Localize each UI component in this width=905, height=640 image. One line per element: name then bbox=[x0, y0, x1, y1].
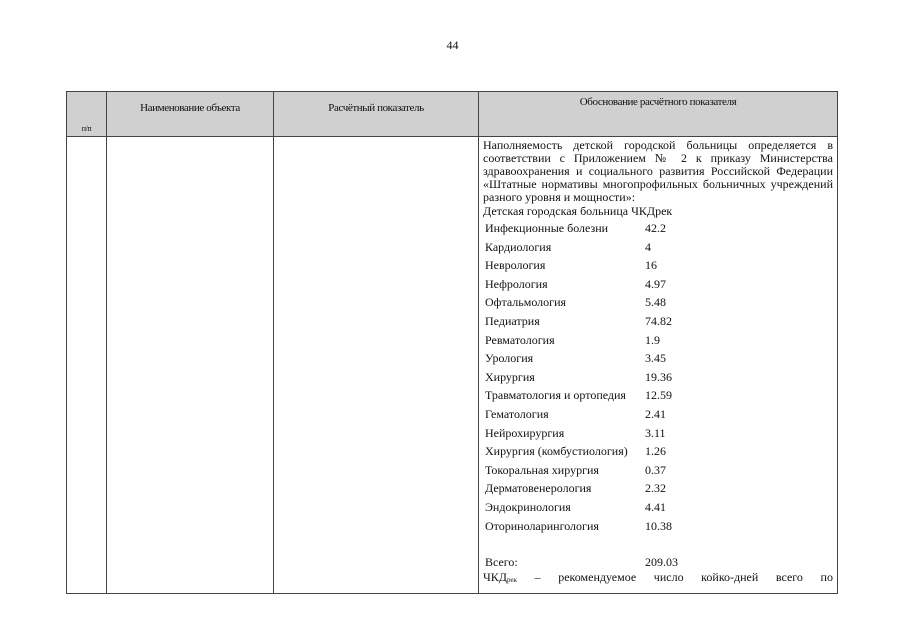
cell-basis bbox=[479, 137, 838, 594]
specialty-value: 4 bbox=[645, 239, 651, 254]
specialty-row bbox=[483, 405, 833, 424]
legend-word: – bbox=[534, 570, 541, 585]
table-header-row bbox=[67, 92, 838, 137]
specialty-row bbox=[483, 424, 833, 443]
cell-object-name bbox=[107, 137, 274, 594]
legend-word: число bbox=[653, 570, 684, 585]
hospital-line bbox=[483, 205, 833, 218]
header-indicator: Расчётный показатель bbox=[274, 92, 479, 137]
specialty-name: Эндокринология bbox=[485, 499, 571, 514]
specialty-value: 74.82 bbox=[645, 313, 672, 328]
basis-intro: Наполняемость детской городской больницы определяется в соответствии с Приложением № 2 к приказу Министерства здравоохранения и социального развития Российской Федерации «Штатные нормативы многопрофильных больничных учреждений разного уровня и мощности»: bbox=[483, 138, 833, 204]
legend-line bbox=[483, 571, 833, 584]
specialty-row bbox=[483, 275, 833, 294]
specialty-row bbox=[483, 517, 833, 536]
specialty-row bbox=[483, 461, 833, 480]
total-label: Всего: bbox=[485, 555, 518, 570]
legend-word: рекомендуемое bbox=[558, 570, 637, 585]
specialty-row bbox=[483, 331, 833, 350]
specialty-name: Офтальмология bbox=[485, 295, 567, 310]
specialty-name: Инфекционные болезни bbox=[485, 221, 609, 235]
specialty-value: 16 bbox=[645, 258, 657, 273]
specialty-name: Педиатрия bbox=[485, 313, 540, 328]
column-label: ЧКДрек bbox=[631, 204, 673, 218]
specialty-row bbox=[483, 219, 833, 238]
specialty-value: 0.37 bbox=[645, 462, 666, 477]
specialty-value: 1.9 bbox=[645, 332, 660, 347]
hospital-label: Детская городская больница bbox=[483, 204, 629, 218]
legend-word: по bbox=[820, 570, 833, 585]
header-number: п/п bbox=[67, 92, 107, 137]
cell-indicator bbox=[274, 137, 479, 594]
specialty-row bbox=[483, 498, 833, 517]
specialty-value: 12.59 bbox=[645, 388, 672, 403]
table-row bbox=[67, 137, 838, 594]
specialty-name: Хирургия bbox=[485, 369, 535, 384]
specialty-row bbox=[483, 312, 833, 331]
specialty-value: 3.11 bbox=[645, 425, 666, 440]
specialty-name: Неврология bbox=[485, 258, 546, 273]
header-basis: Обоснование расчётного показателя bbox=[479, 92, 838, 137]
specialty-value: 5.48 bbox=[645, 295, 666, 310]
specialty-row bbox=[483, 479, 833, 498]
specialty-value: 10.38 bbox=[645, 518, 672, 533]
total-value: 209.03 bbox=[645, 555, 678, 570]
specialty-name: Оториноларингология bbox=[485, 518, 599, 533]
legend-word: всего bbox=[775, 570, 803, 585]
specialty-value: 3.45 bbox=[645, 351, 666, 366]
specialty-value: 4.97 bbox=[645, 276, 666, 291]
specialty-name: Кардиология bbox=[485, 239, 552, 254]
specialty-value: 2.32 bbox=[645, 481, 666, 496]
total-row bbox=[483, 555, 833, 570]
header-object-name: Наименование объекта bbox=[107, 92, 274, 137]
specialty-row bbox=[483, 386, 833, 405]
specialty-row bbox=[483, 368, 833, 387]
page-number: 44 bbox=[446, 38, 459, 52]
specialty-row bbox=[483, 256, 833, 275]
specialty-name: Хирургия (комбустиология) bbox=[485, 444, 628, 459]
specialty-name: Урология bbox=[485, 351, 534, 366]
specialty-row bbox=[483, 442, 833, 461]
specialty-name: Ревматология bbox=[485, 332, 555, 347]
specialty-value: 4.41 bbox=[645, 499, 666, 514]
specialty-value: 1.26 bbox=[645, 444, 666, 459]
legend-word: койко-дней bbox=[701, 570, 759, 585]
specialty-name: Дерматовенерология bbox=[485, 481, 592, 496]
specialty-value: 2.41 bbox=[645, 406, 666, 421]
specialty-list bbox=[483, 219, 833, 535]
specialty-row bbox=[483, 349, 833, 368]
legend-symbol: $ЧКД_{рек}$ bbox=[483, 570, 518, 585]
specialty-name: Травматология и ортопедия bbox=[485, 388, 626, 403]
specialty-value: 42.2 bbox=[645, 221, 666, 235]
specialty-name: Нейрохирургия bbox=[485, 425, 565, 440]
specialty-row bbox=[483, 293, 833, 312]
justification-table bbox=[66, 91, 838, 594]
specialty-value: 19.36 bbox=[645, 369, 672, 384]
specialty-name: Гематология bbox=[485, 406, 549, 421]
specialty-name: Токоральная хирургия bbox=[485, 462, 599, 477]
specialty-row bbox=[483, 238, 833, 257]
cell-number bbox=[67, 137, 107, 594]
specialty-name: Нефрология bbox=[485, 276, 548, 291]
